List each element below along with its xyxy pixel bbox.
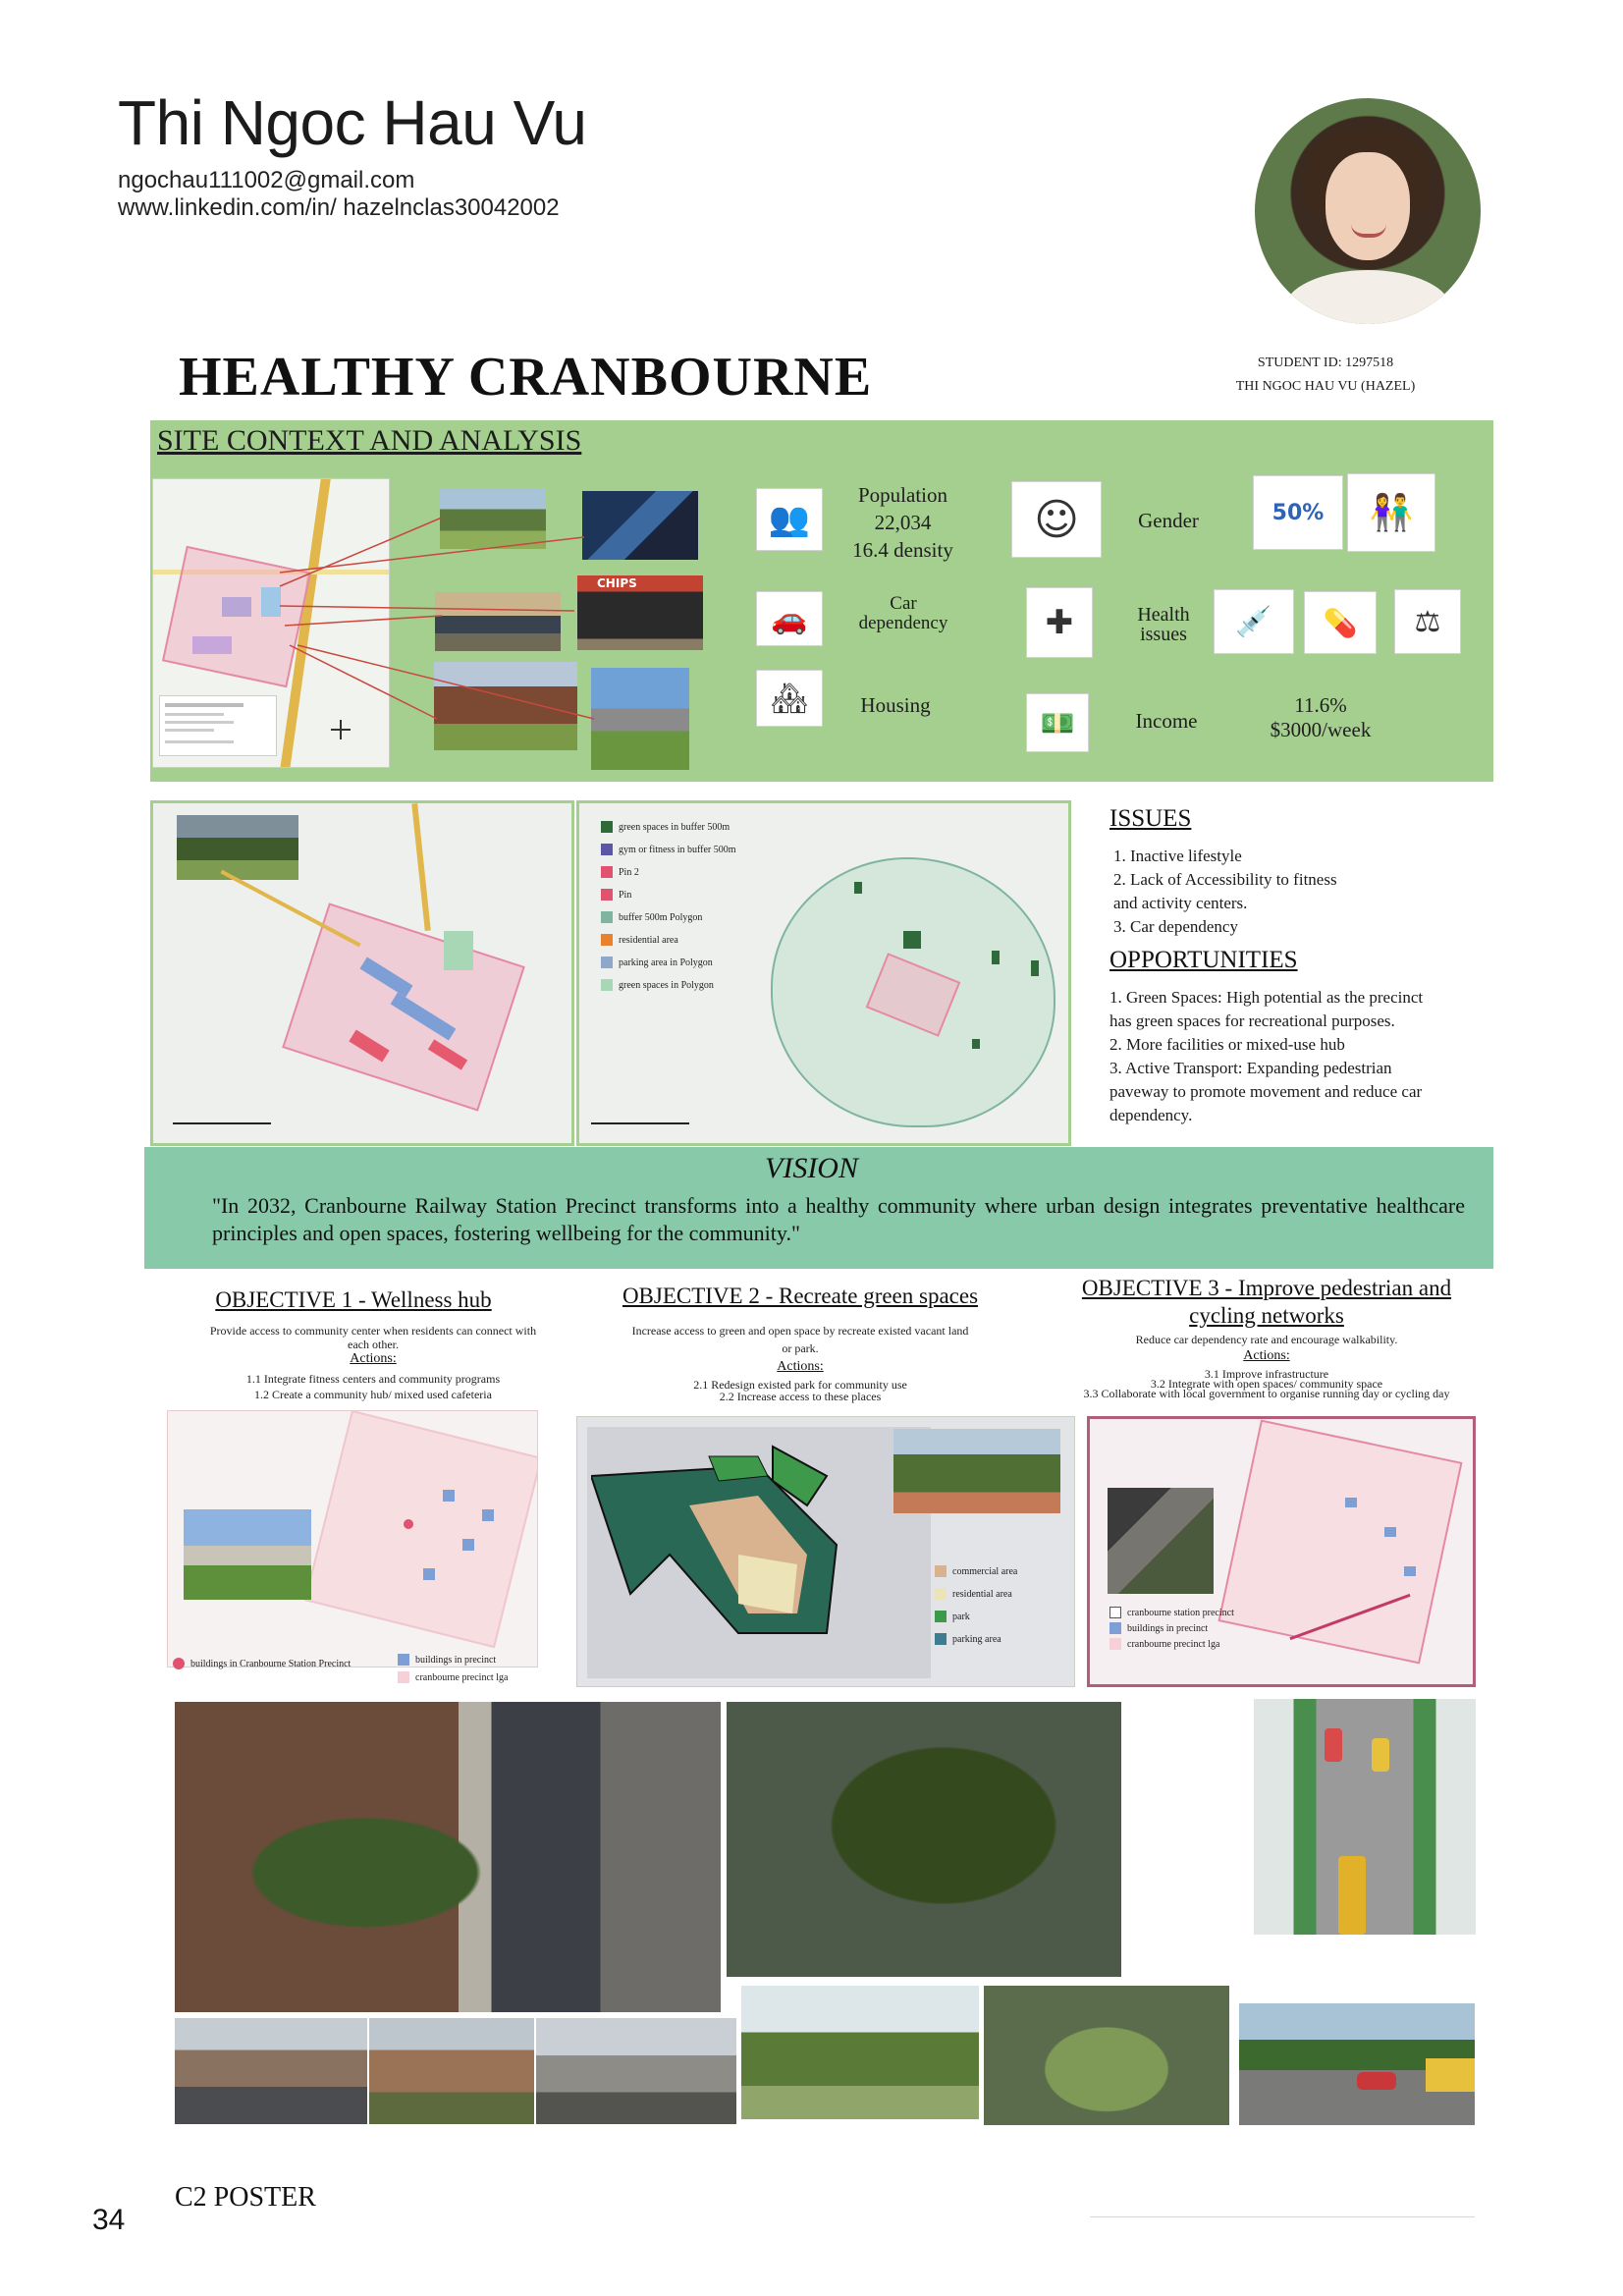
objective-1-title: OBJECTIVE 1 - Wellness hub: [215, 1287, 492, 1312]
objective-3-actions: [1055, 1369, 1478, 1398]
gender-percent-icon: [1253, 475, 1343, 550]
objective-2-desc-line: or park.: [782, 1341, 819, 1355]
objective-2-legend-item: [935, 1611, 970, 1622]
legend-label: commercial area: [952, 1565, 1018, 1577]
population-label: Population: [857, 483, 947, 507]
income-percent: 11.6%: [1294, 693, 1347, 717]
render-precinct-overview-1: [175, 2018, 367, 2124]
buffer-legend-item: [601, 844, 736, 855]
footer-label: C2 POSTER: [175, 2182, 316, 2213]
shop-sign: CHIPS: [597, 576, 637, 590]
legend-swatch: [601, 821, 613, 833]
page-number: 34: [92, 2204, 126, 2236]
income-icon: 💵: [1026, 693, 1089, 752]
legend-label: cranbourne station precinct: [1127, 1607, 1234, 1618]
objective-2-actions: [589, 1379, 1011, 1402]
issue-item: 1. Inactive lifestyle: [1113, 847, 1242, 865]
opportunity-item: 3. Active Transport: Expanding pedestrian: [1109, 1059, 1392, 1077]
health-icon: ✚: [1026, 587, 1093, 658]
objective-2-title: OBJECTIVE 2 - Recreate green spaces: [622, 1284, 979, 1308]
family-icon: 👫: [1347, 473, 1435, 552]
population-icon: 👥: [756, 488, 823, 551]
objective-1-legend-item: [173, 1658, 351, 1669]
vision-quote: "In 2032, Cranbourne Railway Station Precinct transforms into a healthy community where urban design integrates preventative healthcare principles and open spaces, fostering wellbeing for the community.": [212, 1193, 1465, 1245]
precinct-photo-vacant-land: [177, 815, 298, 880]
population-value: 22,034: [874, 511, 932, 534]
objective-1-actions-heading: Actions:: [350, 1351, 397, 1366]
objective-2-action: 2.1 Redesign existed park for community use: [693, 1378, 907, 1392]
render-aerial-park: [727, 1702, 1121, 1977]
opportunity-item: 1. Green Spaces: High potential as the precinct: [1109, 988, 1424, 1007]
objective-2-actions-heading: Actions:: [777, 1359, 824, 1374]
legend-label: green spaces in Polygon: [619, 979, 714, 991]
income-weekly: $3000/week: [1270, 718, 1372, 741]
income-label: Income: [1135, 709, 1198, 733]
objective-3-legend-item: [1109, 1622, 1208, 1634]
objective-3-photo-aerial: [1108, 1488, 1214, 1594]
buffer-legend-item: [601, 911, 702, 923]
objective-1-desc-line: each other.: [348, 1338, 399, 1351]
objective-1-desc-line: Provide access to community center when residents can connect with: [209, 1324, 537, 1338]
population-density: 16.4 density: [852, 538, 953, 562]
author-email[interactable]: ngochau111002@gmail.com: [118, 167, 415, 193]
issues-heading: ISSUES: [1109, 805, 1192, 832]
housing-label: Housing: [860, 693, 931, 717]
income-stat: [1237, 693, 1404, 742]
legend-label: cranbourne precinct lga: [415, 1671, 509, 1683]
student-info: [1208, 352, 1443, 399]
medicine-icon: 💊: [1304, 591, 1377, 654]
objective-3-action: 3.3 Collaborate with local government to organise running day or cycling day: [1083, 1387, 1450, 1400]
opportunity-item: has green spaces for recreational purposes.: [1109, 1011, 1395, 1030]
buffer-legend-item: [601, 889, 631, 901]
objective-3-title: [1051, 1275, 1483, 1330]
objective-2-action: 2.2 Increase access to these places: [719, 1390, 882, 1403]
objective-1-actions: [157, 1371, 589, 1402]
objective-1-map: [167, 1410, 538, 1667]
legend-swatch: [601, 934, 613, 946]
legend-swatch: [935, 1565, 947, 1577]
student-name: THI NGOC HAU VU (HAZEL): [1235, 379, 1416, 394]
objective-2-map: [576, 1416, 1075, 1687]
legend-swatch: [601, 889, 613, 901]
photo-connector-lines: [152, 478, 741, 773]
legend-label: buildings in precinct: [1127, 1622, 1209, 1634]
objective-2-description: [589, 1322, 1011, 1357]
objective-2-photo-park: [893, 1429, 1060, 1513]
legend-label: Pin 2: [619, 866, 639, 878]
objective-1-photo-hub: [184, 1509, 311, 1600]
issues-list: [1113, 845, 1487, 939]
objective-3-legend-item: [1109, 1638, 1219, 1650]
objective-3-action: 3.2 Integrate with open spaces/ community space: [1150, 1377, 1383, 1391]
car-label-2: dependency: [858, 613, 948, 633]
render-precinct-overview-2: [369, 2018, 534, 2124]
legend-label: buffer 500m Polygon: [619, 911, 703, 923]
objective-1-description: [157, 1324, 589, 1351]
objective-1-legend-item: [398, 1654, 496, 1666]
legend-swatch: [601, 844, 613, 855]
objective-1-legend-item: [398, 1671, 508, 1683]
legend-label: buildings in precinct: [415, 1654, 497, 1666]
render-aerial-hub: [175, 1702, 721, 2012]
legend-label: parking area in Polygon: [619, 957, 713, 968]
objective-2-legend-item: [935, 1565, 1017, 1577]
car-label-1: Car: [890, 593, 917, 614]
health-issues-stat: [1109, 605, 1217, 644]
health-label-1: Health: [1137, 604, 1190, 626]
objective-2-legend-item: [935, 1588, 1012, 1600]
opportunities-list: [1109, 986, 1492, 1127]
car-icon: 🚗: [756, 591, 823, 646]
vision-title: VISION: [765, 1152, 858, 1184]
legend-label: parking area: [952, 1633, 1001, 1645]
legend-swatch: [935, 1588, 947, 1600]
car-dependency-stat: [839, 594, 967, 633]
population-stat: [827, 481, 979, 564]
obesity-icon: ⚖: [1394, 589, 1461, 654]
legend-swatch: [935, 1633, 947, 1645]
objective-1-action: 1.2 Create a community hub/ mixed used cafeteria: [254, 1388, 492, 1401]
housing-icon: 🏘: [756, 670, 823, 727]
objective-2-legend-item: [935, 1633, 1001, 1645]
legend-label: green spaces in buffer 500m: [619, 821, 730, 833]
gender-icon: ☺: [1011, 481, 1102, 558]
buffer-legend-item: [601, 934, 678, 946]
opportunity-item: paveway to promote movement and reduce car: [1109, 1082, 1423, 1101]
render-street-section: [1254, 1699, 1476, 1994]
student-id: STUDENT ID: 1297518: [1257, 355, 1394, 370]
legend-label: gym or fitness in buffer 500m: [619, 844, 736, 855]
legend-swatch: [601, 957, 613, 968]
legend-label: cranbourne precinct lga: [1127, 1638, 1220, 1650]
buffer-legend-item: [601, 979, 714, 991]
buffer-legend-item: [601, 866, 639, 878]
vaccine-icon: 💉: [1214, 589, 1294, 654]
render-park-pavilion: [741, 1986, 979, 2119]
issue-item: and activity centers.: [1113, 894, 1248, 912]
render-park-oval: [984, 1986, 1229, 2125]
render-precinct-overview-3: [536, 2018, 736, 2124]
buffer-legend-item: [601, 821, 730, 833]
objective-3-actions-heading: Actions:: [1243, 1348, 1290, 1363]
opportunities-heading: OPPORTUNITIES: [1109, 947, 1298, 973]
legend-label: residential area: [952, 1588, 1012, 1600]
objective-3-action: 3.1 Improve infrastructure: [1204, 1367, 1329, 1381]
avatar: [1255, 98, 1481, 324]
objective-3-title-line: cycling networks: [1189, 1303, 1344, 1328]
footer-divider: [1090, 2216, 1475, 2217]
objective-3-description: Reduce car dependency rate and encourage walkability.: [1135, 1333, 1398, 1346]
render-cycling-street: [1239, 2003, 1475, 2125]
gender-percent-badge: 50%: [1271, 500, 1325, 525]
author-name: Thi Ngoc Hau Vu: [118, 87, 587, 158]
legend-label: Pin: [619, 889, 632, 901]
legend-swatch: [935, 1611, 947, 1622]
buffer-legend-item: [601, 957, 713, 968]
issue-item: 2. Lack of Accessibility to fitness: [1113, 870, 1337, 889]
site-context-heading: SITE CONTEXT AND ANALYSIS: [157, 424, 582, 457]
poster-title: HEALTHY CRANBOURNE: [179, 347, 873, 408]
legend-label: park: [952, 1611, 970, 1622]
legend-swatch: [601, 911, 613, 923]
objective-3-title-line: OBJECTIVE 3 - Improve pedestrian and: [1081, 1276, 1452, 1300]
author-linkedin[interactable]: www.linkedin.com/in/ hazelnclas30042002: [118, 194, 560, 221]
legend-swatch: [601, 866, 613, 878]
objective-1-action: 1.1 Integrate fitness centers and community programs: [245, 1372, 501, 1386]
legend-swatch: [601, 979, 613, 991]
objective-2-desc-line: Increase access to green and open space by recreate existed vacant land: [631, 1324, 969, 1338]
opportunity-item: 2. More facilities or mixed-use hub: [1109, 1035, 1345, 1054]
gender-label: Gender: [1138, 509, 1199, 532]
objective-3-legend-item: [1109, 1607, 1234, 1618]
precinct-map: [150, 800, 574, 1146]
issue-item: 3. Car dependency: [1113, 917, 1238, 936]
legend-label: buildings in Cranbourne Station Precinct: [190, 1658, 352, 1669]
health-label-2: issues: [1140, 624, 1187, 645]
legend-label: residential area: [619, 934, 678, 946]
opportunity-item: dependency.: [1109, 1106, 1193, 1124]
